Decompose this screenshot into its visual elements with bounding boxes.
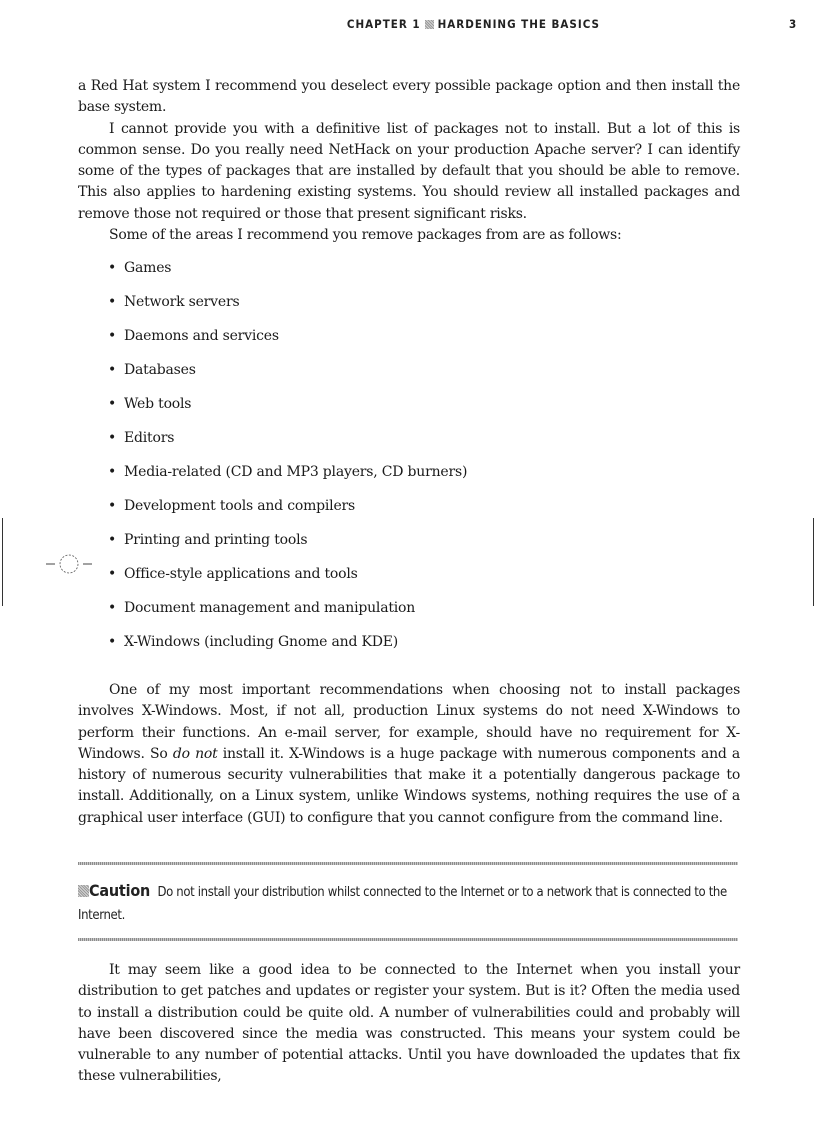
crop-mark-left (2, 518, 3, 606)
caution-square-icon (78, 885, 89, 897)
list-item: • Games (108, 258, 467, 292)
emphasis-do-not: do not (172, 745, 218, 762)
list-item: • X-Windows (including Gnome and KDE) (108, 632, 467, 666)
crop-mark-right (813, 518, 814, 606)
list-intro: Some of the areas I recommend you remove packages from are as follows: (109, 227, 622, 244)
running-header (0, 17, 816, 33)
caution-bottom-rule (78, 938, 738, 941)
xwindows-text-a: One of my most important recommendations when choosing not to install packages involves X-Windows. Most, if not all, production Linux systems do not need X-Windows to perform their functions. An e-mail server, for example, should have no requirement for X-Windows. So (78, 682, 740, 762)
page-number: 3 (789, 17, 798, 31)
chapter-heading: HARDENING THE BASICS (437, 17, 600, 31)
caution-text: Do not install your distribution whilst connected to the Internet or to a network that is connected to the Internet. (78, 885, 727, 923)
registration-mark-icon (46, 550, 92, 578)
list-item: • Databases (108, 360, 467, 394)
package-areas-list (108, 258, 467, 666)
chapter-title (347, 17, 600, 31)
caution-note (78, 879, 740, 927)
paragraph-xwindows (78, 680, 740, 829)
body-text-bottom (78, 960, 740, 1088)
paragraph-packages: I cannot provide you with a definitive list of packages not to install. But a lot of this is common sense. Do you really need NetHack on your production Apache server? I can identify some of the types of packages that are installed by default that you should be able to remove. This also applies to hardening existing systems. You should review all installed packages and remove those not required or those that present significant risks. (78, 120, 740, 222)
paragraph-continued: a Red Hat system I recommend you deselect every possible package option and then install the base system. (78, 78, 740, 116)
list-item: • Web tools (108, 394, 467, 428)
list-item: • Media-related (CD and MP3 players, CD burners) (108, 462, 467, 496)
xwindows-text-b: install it. X-Windows is a huge package with numerous components and a history of numerous security vulnerabilities that make it a potentially dangerous package to install. Additionally, on a Linux system, unlike Windows systems, nothing requires the use of a graphical user interface (GUI) to configure that you cannot configure from the command line. (78, 745, 740, 826)
caution-label: Caution (89, 881, 151, 900)
list-item: • Network servers (108, 292, 467, 326)
body-text-top (78, 76, 740, 246)
list-item: • Development tools and compilers (108, 496, 467, 530)
chapter-label: CHAPTER 1 (346, 17, 421, 31)
list-item: • Printing and printing tools (108, 530, 467, 564)
list-item: • Document management and manipulation (108, 598, 467, 632)
list-item: • Editors (108, 428, 467, 462)
body-text-xwindows (78, 680, 740, 829)
list-item: • Office-style applications and tools (108, 564, 467, 598)
separator-square-icon (425, 20, 434, 29)
list-item: • Daemons and services (108, 326, 467, 360)
caution-top-rule (78, 862, 738, 865)
paragraph-internet: It may seem like a good idea to be connected to the Internet when you install your distribution to get patches and updates or register your system. But is it? Often the media used to install a distribution could be quite old. A number of vulnerabilities could and probably will have been discovered since the media was constructed. This means your system could be vulnerable to any number of potential attacks. Until you have downloaded the updates that fix these vulnerabilities, (78, 962, 740, 1085)
